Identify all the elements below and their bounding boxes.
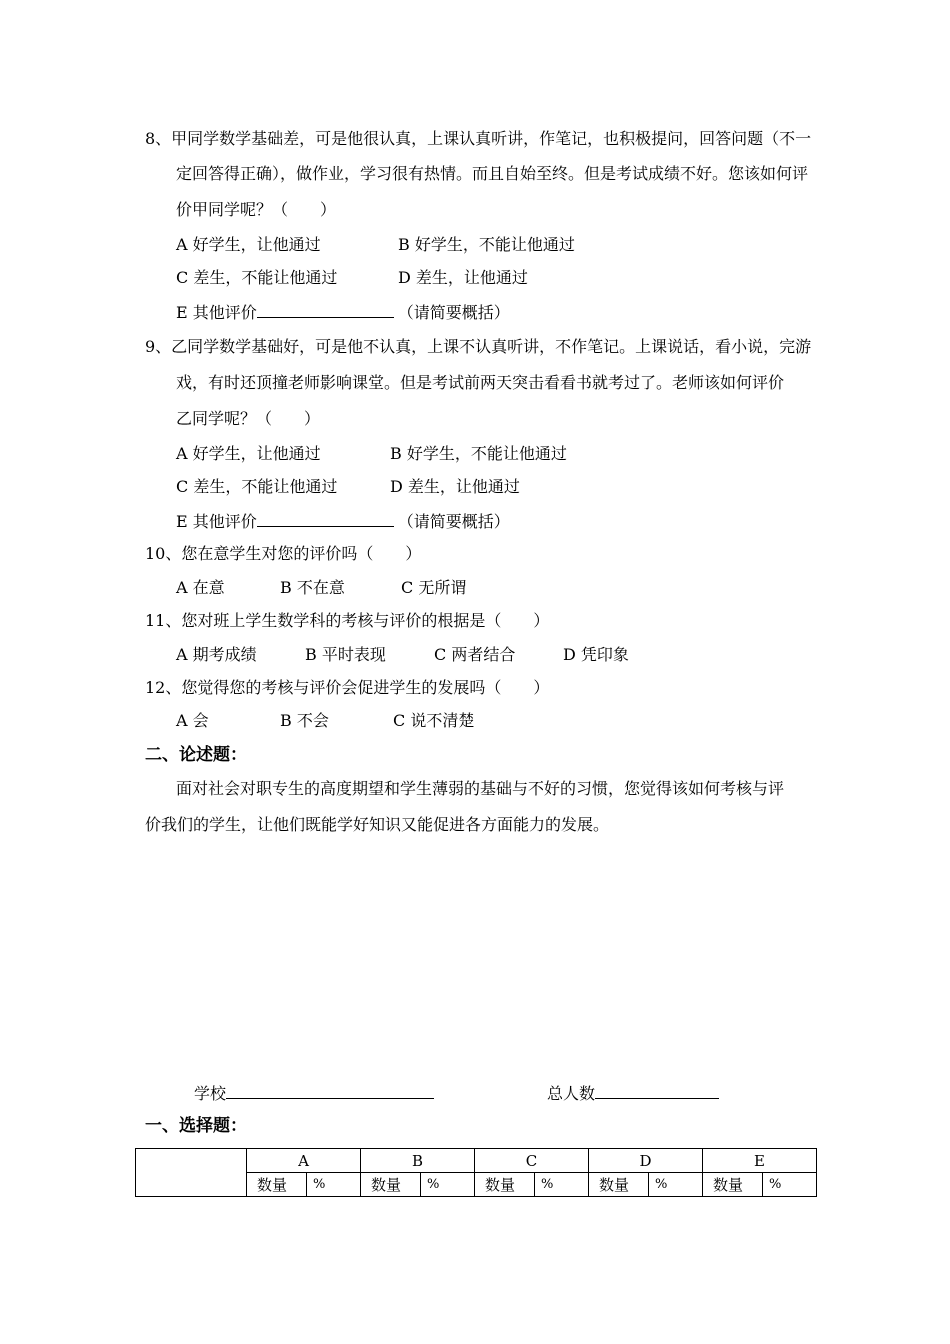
q12-option-a: A 会 (176, 711, 209, 730)
q10-option-b: B 不在意 (280, 578, 345, 597)
percent-header-c: % (535, 1173, 589, 1197)
count-header-a: 数量 (247, 1173, 307, 1197)
percent-header-e: % (763, 1173, 817, 1197)
total-field (547, 1082, 719, 1104)
q8-option-e (176, 301, 510, 323)
q9-line-3: 乙同学呢？（ ） (176, 409, 321, 428)
count-header-b: 数量 (361, 1173, 421, 1197)
q11-option-d: D 凭印象 (563, 645, 629, 664)
q11-option-a: A 期考成绩 (176, 645, 257, 664)
essay-line-2: 价我们的学生，让他们既能学好知识又能促进各方面能力的发展。 (145, 815, 610, 834)
column-header-e: E (703, 1149, 817, 1173)
q10-option-a: A 在意 (176, 578, 225, 597)
q8-line-1: 8、甲同学数学基础差，可是他很认真，上课认真听讲，作笔记，也积极提问，回答问题（不一 (145, 129, 812, 148)
q9-line-1: 9、乙同学数学基础好，可是他不认真，上课不认真听讲，不作笔记。上课说话，看小说，完游 (145, 337, 812, 356)
total-blank[interactable] (595, 1082, 719, 1099)
q9-option-c: C 差生，不能让他通过 (176, 477, 338, 496)
q8-option-b: B 好学生，不能让他通过 (398, 235, 575, 254)
section-2-heading: 二、论述题： (145, 745, 247, 765)
q8-option-e-note: （请简要概括） (397, 303, 510, 322)
school-field (194, 1082, 434, 1104)
q9-option-e-label: E 其他评价 (176, 512, 257, 531)
percent-header-b: % (421, 1173, 475, 1197)
q10-option-c: C 无所谓 (401, 578, 467, 597)
count-header-c: 数量 (475, 1173, 535, 1197)
tally-table (135, 1148, 817, 1197)
column-header-b: B (361, 1149, 475, 1173)
q8-option-e-label: E 其他评价 (176, 303, 257, 322)
q12-question: 12、您觉得您的考核与评价会促进学生的发展吗（ ） (145, 678, 550, 697)
q8-option-d: D 差生，让他通过 (398, 268, 528, 287)
q9-option-b: B 好学生，不能让他通过 (390, 444, 567, 463)
q9-option-e-note: （请简要概括） (397, 512, 510, 531)
tally-header-row (136, 1149, 817, 1173)
q9-option-a: A 好学生，让他通过 (176, 444, 321, 463)
q8-line-2: 定回答得正确），做作业，学习很有热情。而且自始至终。但是考试成绩不好。您该如何评 (176, 164, 809, 183)
section-1-heading: 一、选择题： (145, 1116, 247, 1136)
q11-option-b: B 平时表现 (305, 645, 386, 664)
total-label: 总人数 (547, 1084, 596, 1103)
q11-option-c: C 两者结合 (434, 645, 516, 664)
column-header-a: A (247, 1149, 361, 1173)
q9-option-e (176, 510, 510, 532)
q8-option-a: A 好学生，让他通过 (176, 235, 321, 254)
column-header-c: C (475, 1149, 589, 1173)
percent-header-a: % (307, 1173, 361, 1197)
q8-line-3: 价甲同学呢？（ ） (176, 200, 337, 219)
column-header-d: D (589, 1149, 703, 1173)
row-label-cell (136, 1149, 247, 1197)
count-header-d: 数量 (589, 1173, 649, 1197)
q12-option-b: B 不会 (280, 711, 329, 730)
count-header-e: 数量 (703, 1173, 763, 1197)
school-blank[interactable] (226, 1082, 434, 1099)
q9-option-d: D 差生，让他通过 (390, 477, 520, 496)
q9-other-blank[interactable] (257, 510, 394, 527)
q8-option-c: C 差生，不能让他通过 (176, 268, 338, 287)
q9-line-2: 戏，有时还顶撞老师影响课堂。但是考试前两天突击看看书就考过了。老师该如何评价 (176, 373, 785, 392)
essay-line-1: 面对社会对职专生的高度期望和学生薄弱的基础与不好的习惯，您觉得该如何考核与评 (176, 779, 785, 798)
q10-question: 10、您在意学生对您的评价吗（ ） (145, 544, 422, 563)
q11-question: 11、您对班上学生数学科的考核与评价的根据是（ ） (145, 611, 550, 630)
q8-other-blank[interactable] (257, 301, 394, 318)
school-label: 学校 (194, 1084, 227, 1103)
q12-option-c: C 说不清楚 (393, 711, 475, 730)
percent-header-d: % (649, 1173, 703, 1197)
